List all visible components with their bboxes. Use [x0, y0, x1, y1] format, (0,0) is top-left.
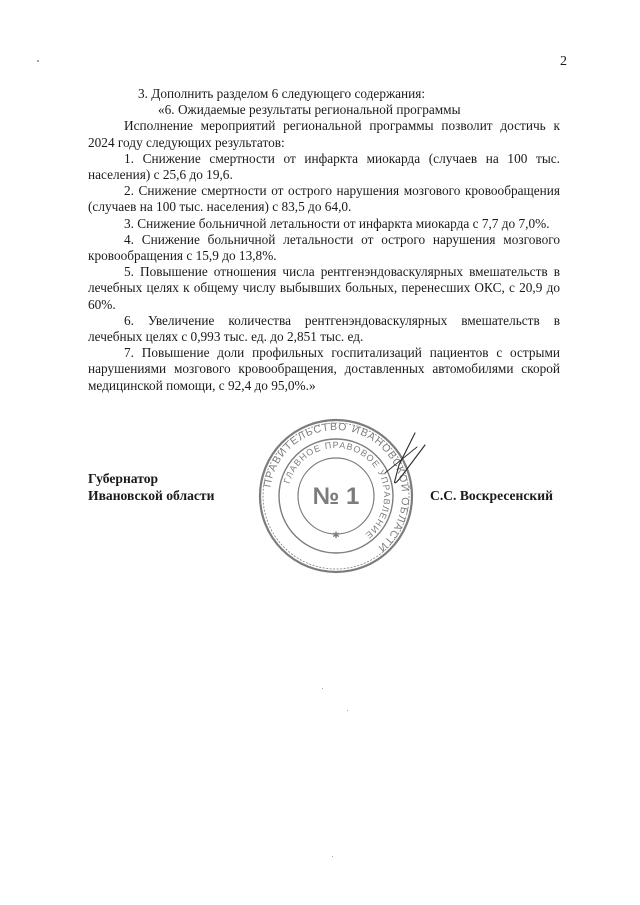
- document-body: [88, 86, 560, 394]
- signatory-name: С.С. Воскресенский: [430, 488, 553, 503]
- result-item-3: 3. Снижение больничной летальности от инфаркта миокарда с 7,7 до 7,0%.: [124, 215, 550, 231]
- stamp-star-icon: ✱: [332, 531, 340, 541]
- result-item-4: 4. Снижение больничной летальности от острого нарушения мозгового кровообращения с 15,9 до 13,8%.: [88, 231, 560, 264]
- result-item-1: 1. Снижение смертности от инфаркта миокарда (случаев на 100 тыс. населения) с 25,6 до 19,6.: [88, 150, 560, 183]
- signatory-title: [88, 470, 214, 504]
- stamp-outer-text: ПРАВИТЕЛЬСТВО ИВАНОВСКОЙ ОБЛАСТИ: [261, 420, 412, 555]
- intro-paragraph: Исполнение мероприятий региональной программы позволит достичь к 2024 году следующих результатов:: [88, 118, 560, 150]
- page-number: 2: [560, 54, 567, 69]
- result-item-2: 2. Снижение смертности от острого нарушения мозгового кровообращения (случаев на 100 тыс. населения) с 83,5 до 64,0.: [88, 183, 560, 215]
- amendment-instruction: 3. Дополнить разделом 6 следующего содержания:: [138, 86, 426, 101]
- scan-speck: [347, 710, 348, 711]
- stamp-center-number: № 1: [312, 483, 360, 510]
- scan-speck: [322, 688, 323, 689]
- result-item-5: 5. Повышение отношения числа рентгенэндоваскулярных вмешательств в лечебных целях к общему числу выбывших больных, перенесших ОКС, с 20,9 до 60%.: [88, 264, 560, 312]
- handwritten-signature: [355, 425, 435, 495]
- signatory-title-line-1: Губернатор: [88, 471, 159, 486]
- section-title: «6. Ожидаемые результаты региональной программы: [158, 102, 461, 118]
- result-item-6: 6. Увеличение количества рентгенэндоваскулярных вмешательств в лечебных целях с 0,993 тыс. ед. до 2,851 тыс. ед.: [88, 312, 560, 345]
- scan-speck: [37, 60, 39, 62]
- scan-speck: [332, 856, 333, 857]
- signatory-title-line-2: Ивановской области: [88, 488, 215, 503]
- result-item-7: 7. Повышение доли профильных госпитализаций пациентов с острыми нарушениями мозгового кровообращения, доставленных автомобилями скорой медицинской помощи, с 92,4 до 95,0%.»: [88, 345, 560, 393]
- stamp-inner-text: ГЛАВНОЕ ПРАВОВОЕ УПРАВЛЕНИЕ: [281, 439, 393, 542]
